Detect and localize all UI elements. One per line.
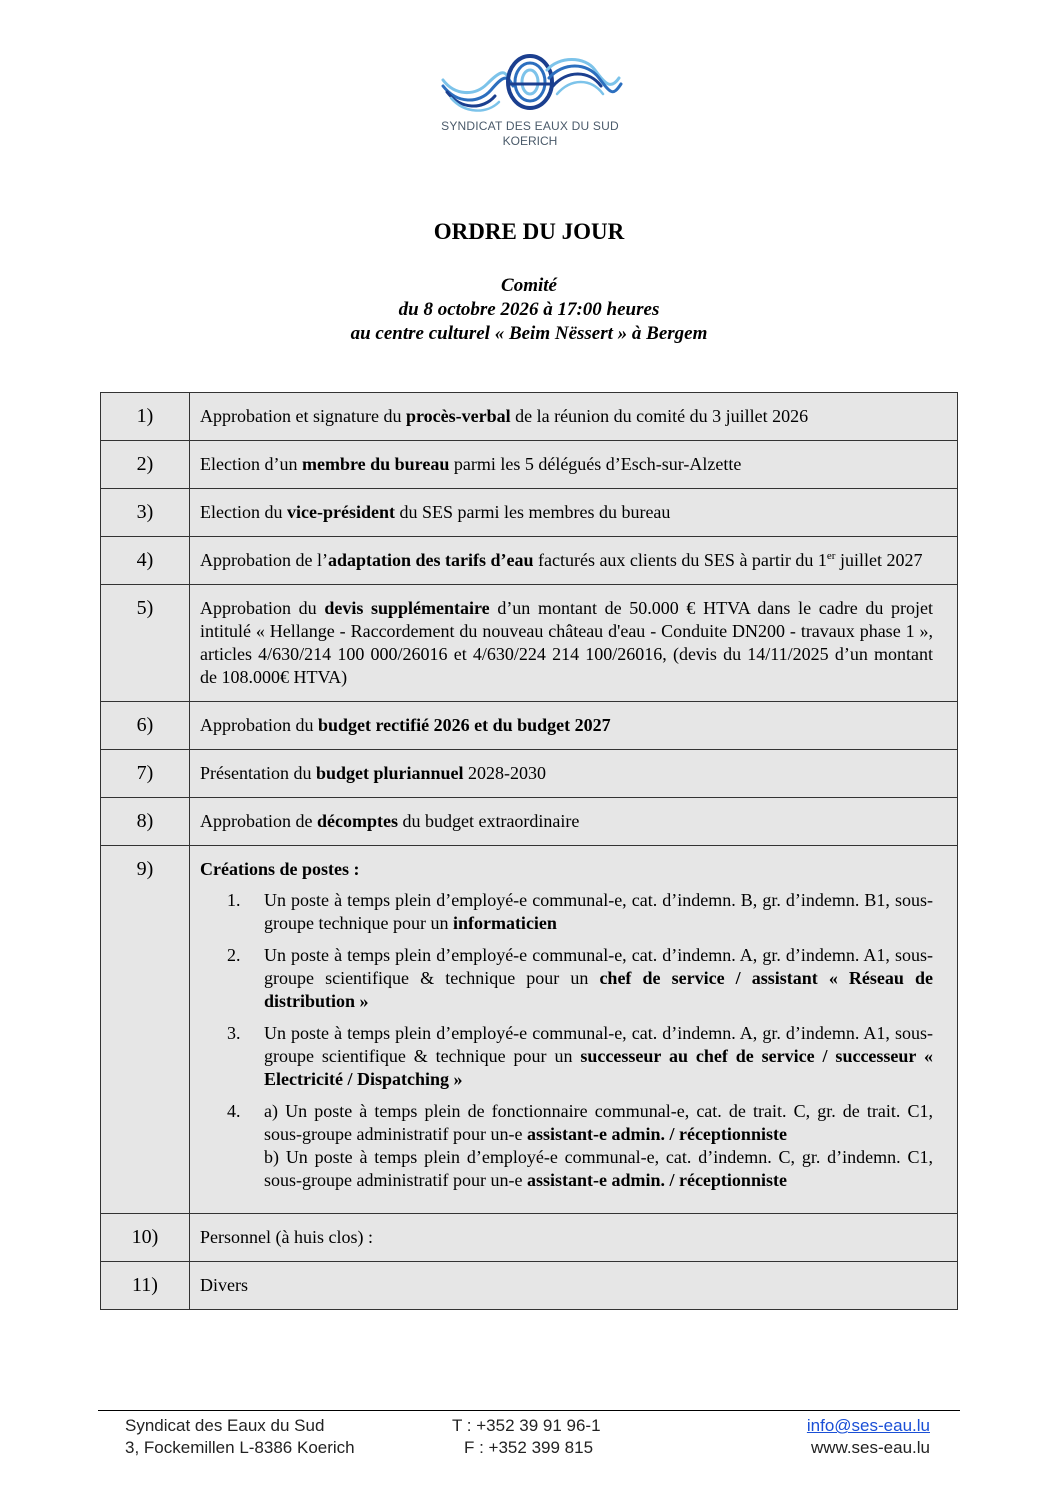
agenda-row: [101, 1262, 958, 1310]
list-item: 1. Un poste à temps plein d’employé-e communal-e, cat. d’indemn. B, gr. d’indemn. B1, sous-groupe technique pour un informaticien: [227, 890, 933, 933]
footer-email-link[interactable]: info@ses-eau.lu: [806, 1416, 930, 1435]
footer-website: www.ses-eau.lu: [810, 1438, 930, 1457]
agenda-row: [101, 846, 958, 1214]
list-item: 2. Un poste à temps plein d’employé-e communal-e, cat. d’indemn. A, gr. d’indemn. A1, sous-groupe scientifique & technique pour un chef de service / assistant « Réseau de distribution »: [227, 945, 933, 1011]
footer-fax: F : +352 399 815: [464, 1438, 594, 1457]
agenda-number: 2): [101, 441, 190, 489]
agenda-number: 10): [101, 1214, 190, 1262]
agenda-number: 7): [101, 750, 190, 798]
agenda-text: Personnel (à huis clos) :: [190, 1214, 958, 1262]
agenda-row: [101, 441, 958, 489]
agenda-row: [101, 1214, 958, 1262]
agenda-number: 6): [101, 702, 190, 750]
footer-address: 3, Fockemillen L-8386 Koerich: [125, 1438, 355, 1457]
agenda-text: [190, 846, 958, 1214]
agenda-number: 11): [101, 1262, 190, 1310]
agenda-row: [101, 585, 958, 702]
list-item: 4. a) Un poste à temps plein de fonctionnaire communal-e, cat. de trait. C, gr. de trait. C1, sous-groupe administratif pour un-e assistant-e admin. / réceptionniste b) Un poste à temps plein d’employé-e communal-e, cat. d’indemn. C, gr. d’indemn. C1, sous-groupe administratif pour un-e assistant-e admin. / réceptionniste: [227, 1101, 933, 1190]
agenda-number: 4): [101, 537, 190, 585]
agenda-number: 5): [101, 585, 190, 702]
meeting-location: au centre culturel « Beim Nëssert » à Bergem: [350, 323, 708, 344]
posts-list: [200, 889, 933, 1192]
agenda-number: 1): [101, 393, 190, 441]
agenda-row: [101, 393, 958, 441]
list-item: 3. Un poste à temps plein d’employé-e communal-e, cat. d’indemn. A, gr. d’indemn. A1, sous-groupe scientifique & technique pour un successeur au chef de service / successeur « Electricité / Dispatching »: [227, 1023, 933, 1089]
agenda-text: Présentation du budget pluriannuel 2028-2030: [190, 750, 958, 798]
footer-divider: [98, 1410, 960, 1411]
agenda-text: Election du vice-président du SES parmi les membres du bureau: [190, 489, 958, 537]
agenda-row: [101, 750, 958, 798]
agenda-table: [100, 392, 958, 1310]
logo-text-location: KOERICH: [502, 134, 558, 148]
logo-text-name: SYNDICAT DES EAUX DU SUD: [441, 119, 619, 133]
page-title: ORDRE DU JOUR: [433, 219, 625, 244]
agenda-text: Approbation du budget rectifié 2026 et du budget 2027: [190, 702, 958, 750]
agenda-row: [101, 798, 958, 846]
agenda-number: 9): [101, 846, 190, 1214]
agenda-number: 3): [101, 489, 190, 537]
agenda-row: [101, 702, 958, 750]
footer-phone: T : +352 39 91 96-1: [452, 1416, 601, 1435]
agenda-text: Approbation de décomptes du budget extraordinaire: [190, 798, 958, 846]
ses-wave-logo-icon: [435, 50, 625, 118]
agenda-text: Approbation et signature du procès-verbal de la réunion du comité du 3 juillet 2026: [190, 393, 958, 441]
agenda-text: Election d’un membre du bureau parmi les 5 délégués d’Esch-sur-Alzette: [190, 441, 958, 489]
agenda-text: Divers: [190, 1262, 958, 1310]
agenda-row: [101, 489, 958, 537]
meeting-date: du 8 octobre 2026 à 17:00 heures: [398, 299, 660, 320]
meeting-type: Comité: [501, 275, 557, 296]
agenda-row: [101, 537, 958, 585]
footer-org-name: Syndicat des Eaux du Sud: [125, 1416, 325, 1435]
agenda-text: Approbation de l’adaptation des tarifs d’eau facturés aux clients du SES à partir du 1er juillet 2027: [190, 537, 958, 585]
ses-logo: [430, 50, 630, 150]
agenda-text: Approbation du devis supplémentaire d’un montant de 50.000 € HTVA dans le cadre du projet intitulé « Hellange - Raccordement du nouveau château d'eau - Conduite DN200 - travaux phase 1 », articles 4/630/214 100 000/26016 et 4/630/224 214 100/26016, (devis du 14/11/2025 d’un montant de 108.000€ HTVA): [190, 585, 958, 702]
agenda-number: 8): [101, 798, 190, 846]
posts-heading: Créations de postes :: [200, 859, 360, 879]
